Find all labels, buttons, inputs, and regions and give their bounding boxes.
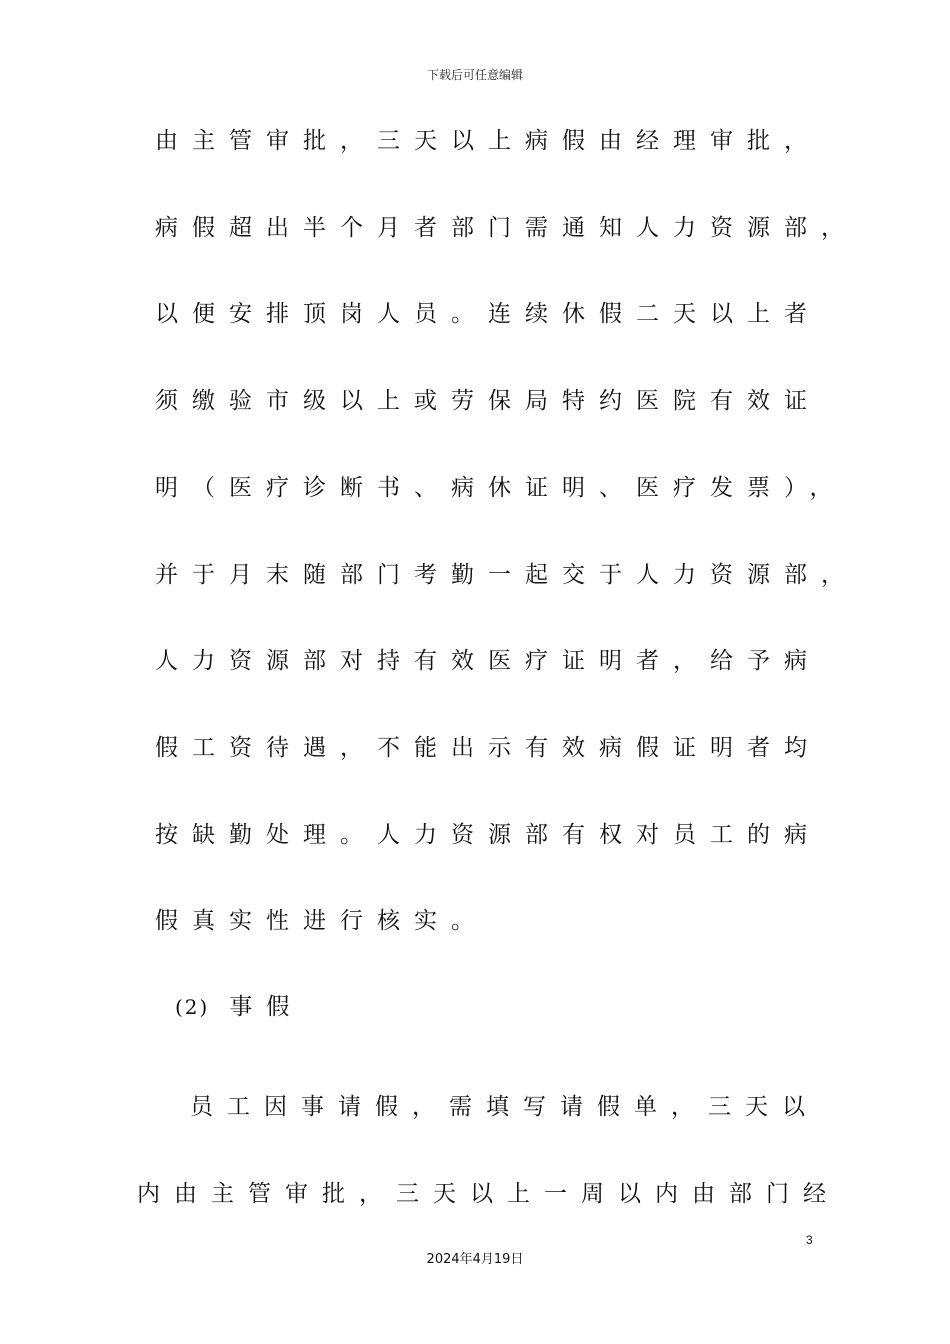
- page-number: 3: [806, 1233, 813, 1247]
- body-line: 按缺勤处理。人力资源部有权对员工的病: [155, 822, 821, 848]
- body-line: 须缴验市级以上或劳保局特约医院有效证: [155, 388, 821, 414]
- body-line: 以便安排顶岗人员。连续休假二天以上者: [155, 301, 821, 327]
- body-line: 假真实性进行核实。: [155, 908, 488, 934]
- body-line: 员工因事请假，需填写请假单，三天以: [190, 1094, 819, 1120]
- body-line: 病假超出半个月者部门需通知人力资源部，: [155, 215, 858, 241]
- section-number: (2): [175, 995, 210, 1019]
- body-line: 假工资待遇，不能出示有效病假证明者均: [155, 735, 821, 761]
- body-line: 由主管审批，三天以上病假由经理审批，: [155, 128, 821, 154]
- page-footer-date: 2024年4月19日: [426, 1252, 524, 1267]
- section-heading: [175, 992, 303, 1022]
- body-line: 人力资源部对持有效医疗证明者，给予病: [155, 648, 821, 674]
- body-line: 并于月末随部门考勤一起交于人力资源部，: [155, 562, 858, 588]
- body-line: 内由主管审批，三天以上一周以内由部门经: [137, 1181, 840, 1207]
- body-line: 明（医疗诊断书、病休证明、医疗发票），: [155, 475, 847, 501]
- page-header: 下载后可任意编辑: [426, 68, 523, 82]
- section-title: 事假: [229, 994, 304, 1020]
